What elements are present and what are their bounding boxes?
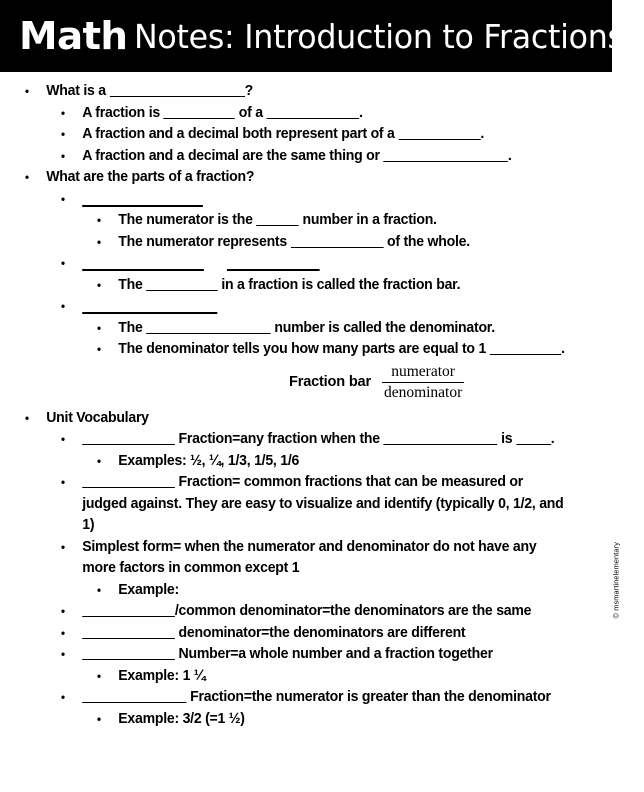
q1-prompt-after: ? — [244, 83, 254, 99]
vocab6: Number=a whole number and a fraction together — [178, 646, 493, 662]
q2-p1s1-a: The numerator is the — [118, 212, 253, 228]
outline-item-denominator-parts-equal — [97, 339, 569, 361]
outline-item-part-blank-1 — [61, 189, 568, 211]
outline-item-text — [118, 232, 569, 254]
outline-item-vocab-unlike-denominator — [61, 623, 568, 645]
bullet-icon — [61, 601, 82, 623]
bullet-icon — [61, 296, 82, 318]
outline-item-text — [46, 81, 566, 103]
outline-item-text: Example: — [118, 581, 179, 598]
outline-item-text: Example: 1 ¼ — [118, 667, 206, 684]
bullet-icon — [61, 103, 82, 125]
outline-item-text — [82, 296, 567, 318]
outline-item-vocab-3-example — [97, 580, 569, 602]
bullet-icon — [61, 189, 82, 211]
q1-prompt-before: What is a — [46, 83, 106, 99]
bullet-icon — [97, 318, 118, 340]
fraction-numerator: numerator — [391, 362, 455, 380]
outline-item-vocab-simplest-form — [61, 537, 568, 580]
q2-p1s2-a: The numerator represents — [118, 233, 287, 250]
outline-item-text: Example: 3/2 (=1 ½) — [118, 710, 245, 727]
fraction-denominator: denominator — [383, 383, 463, 401]
vocab2-a: Fraction= common fractions that can be measured or judged against. They are easy to visualize and identify (typically 0, 1/2, and 1) — [82, 474, 564, 533]
fill-in-blank — [164, 106, 235, 119]
bullet-icon — [61, 429, 82, 451]
fraction-figure-label: Fraction bar — [289, 374, 371, 390]
bullet-icon — [61, 644, 82, 666]
fill-in-blank — [227, 255, 320, 271]
outline-item-unit-vocabulary — [25, 408, 566, 430]
outline-item-text — [82, 623, 567, 645]
outline-item-same-thing-or — [61, 146, 568, 168]
outline-item-text: Simplest form= when the numerator and denominator do not have any more factors in common except 1 — [82, 538, 537, 576]
fill-in-blank — [82, 647, 175, 660]
vocab4: /common denominator=the denominators are the same — [174, 603, 532, 619]
q2-p2s1-a: The — [118, 276, 143, 293]
fraction-stack — [382, 363, 464, 402]
q1-sub1-c: . — [359, 104, 363, 121]
q2-p1s2-b: of the whole. — [386, 233, 470, 250]
outline-item-text — [82, 601, 567, 623]
title-emphasis: Math — [19, 14, 128, 58]
outline-item-vocab-7-example — [97, 709, 569, 731]
vocab1-b: is — [501, 431, 513, 447]
q1-sub3-b: . — [507, 147, 512, 164]
bullet-icon — [61, 623, 82, 645]
outline-item-vocab-1 — [61, 429, 568, 451]
fill-in-blank — [384, 432, 498, 445]
outline-item-numerator-represents — [97, 232, 569, 254]
fill-in-blank — [82, 604, 175, 617]
bullet-icon — [97, 232, 118, 254]
outline-item-parts-of-a-fraction — [25, 167, 566, 189]
outline-item-numerator-is-the — [97, 210, 569, 232]
q1-sub3-a: A fraction and a decimal are the same thing or — [82, 147, 380, 164]
outline-item-part-blank-2 — [61, 253, 568, 275]
outline-item-text — [118, 339, 569, 361]
outline-item-denominator-named — [97, 318, 569, 340]
outline-item-both-represent-part — [61, 124, 568, 146]
q2-p1s1-b: number in a fraction. — [302, 212, 437, 228]
bullet-icon — [97, 666, 118, 688]
fill-in-blank — [110, 84, 245, 97]
bullet-icon — [97, 339, 118, 361]
outline-item-vocab-2 — [61, 472, 568, 537]
bullet-icon — [61, 472, 82, 494]
copyright-notice: © msmartinelementary — [611, 542, 620, 619]
outline-item-vocab-mixed-number — [61, 644, 568, 666]
bullet-icon — [61, 537, 82, 559]
bullet-icon — [97, 210, 118, 232]
fill-in-blank — [383, 149, 507, 162]
outline-item-text — [82, 146, 567, 168]
q1-sub1-b: of a — [238, 104, 263, 121]
q2-p2s1-b: in a fraction is called the fraction bar. — [221, 276, 461, 293]
outline-item-text: What are the parts of a fraction? — [46, 169, 255, 185]
outline-item-text — [82, 253, 567, 275]
fill-in-blank — [146, 278, 217, 291]
bullet-icon — [61, 146, 82, 168]
fill-in-blank — [82, 432, 175, 445]
outline-item-text: Unit Vocabulary — [46, 409, 149, 426]
q2-p3s2-a: The denominator tells you how many parts are equal to 1 — [118, 341, 487, 357]
bullet-icon — [25, 408, 46, 430]
q2-p3s2-b: . — [561, 341, 565, 357]
bullet-icon — [97, 275, 118, 297]
outline-item-text — [82, 472, 567, 537]
outline-item-vocab-6-example — [97, 666, 569, 688]
q2-p3s1-a: The — [118, 319, 143, 336]
fill-in-blank — [82, 690, 186, 703]
fill-in-blank — [398, 127, 480, 140]
outline-item-text — [82, 103, 567, 125]
header-title-group — [19, 0, 644, 72]
outline-item-vocab-improper-fraction — [61, 687, 568, 709]
fill-in-blank — [516, 432, 551, 445]
outline-item-text — [118, 275, 569, 297]
fill-in-blank — [490, 342, 561, 355]
vocab1-a: Fraction=any fraction when the — [178, 431, 380, 447]
bullet-icon — [61, 253, 82, 275]
page-header — [0, 0, 625, 72]
fill-in-blank — [82, 626, 175, 639]
outline-item-text — [82, 429, 567, 451]
outline-item-text — [82, 124, 567, 146]
outline-item-part-blank-3 — [61, 296, 568, 318]
page-title: Notes: Introduction to Fractions — [134, 16, 625, 56]
bullet-icon — [97, 709, 118, 731]
fill-in-blank — [82, 191, 203, 207]
outline-item-text: Examples: ½, ¼, 1/3, 1/5, 1/6 — [118, 452, 300, 469]
notes-sheet — [0, 72, 620, 792]
vocab7-a: Fraction=the numerator is greater than the denominator — [190, 689, 551, 705]
fill-in-blank — [82, 255, 204, 271]
q1-sub2-a: A fraction and a decimal both represent part of a — [82, 126, 395, 142]
outline-item-what-is-a-fraction — [25, 81, 566, 103]
outline-item-fraction-is — [61, 103, 568, 125]
outline-item-fraction-bar-called — [97, 275, 569, 297]
bullet-icon — [61, 687, 82, 709]
q1-sub2-b: . — [480, 126, 485, 142]
q2-p3s1-b: number is called the denominator. — [274, 319, 495, 336]
outline-item-vocab-1-example — [97, 451, 569, 473]
outline-item-text — [118, 210, 569, 232]
bullet-icon — [97, 451, 118, 473]
fill-in-blank — [146, 321, 270, 334]
fill-in-blank — [82, 298, 217, 314]
fraction-bar-figure — [289, 363, 586, 402]
vocab5: denominator=the denominators are different — [178, 624, 466, 641]
fill-in-blank — [291, 235, 384, 248]
outline-item-text — [82, 644, 567, 666]
bullet-icon — [25, 167, 46, 189]
outline-item-text — [118, 318, 569, 340]
bullet-icon — [97, 580, 118, 602]
fill-in-blank — [266, 106, 359, 119]
vocab1-c: . — [550, 431, 555, 447]
fill-in-blank — [256, 213, 298, 226]
bullet-icon — [61, 124, 82, 146]
outline-item-text — [82, 687, 567, 709]
q1-sub1-a: A fraction is — [82, 104, 160, 121]
outline-item-text — [82, 189, 567, 211]
notes-outline — [0, 81, 586, 730]
outline-item-vocab-common-denominator — [61, 601, 568, 623]
bullet-icon — [25, 81, 46, 103]
fill-in-blank — [82, 475, 175, 488]
